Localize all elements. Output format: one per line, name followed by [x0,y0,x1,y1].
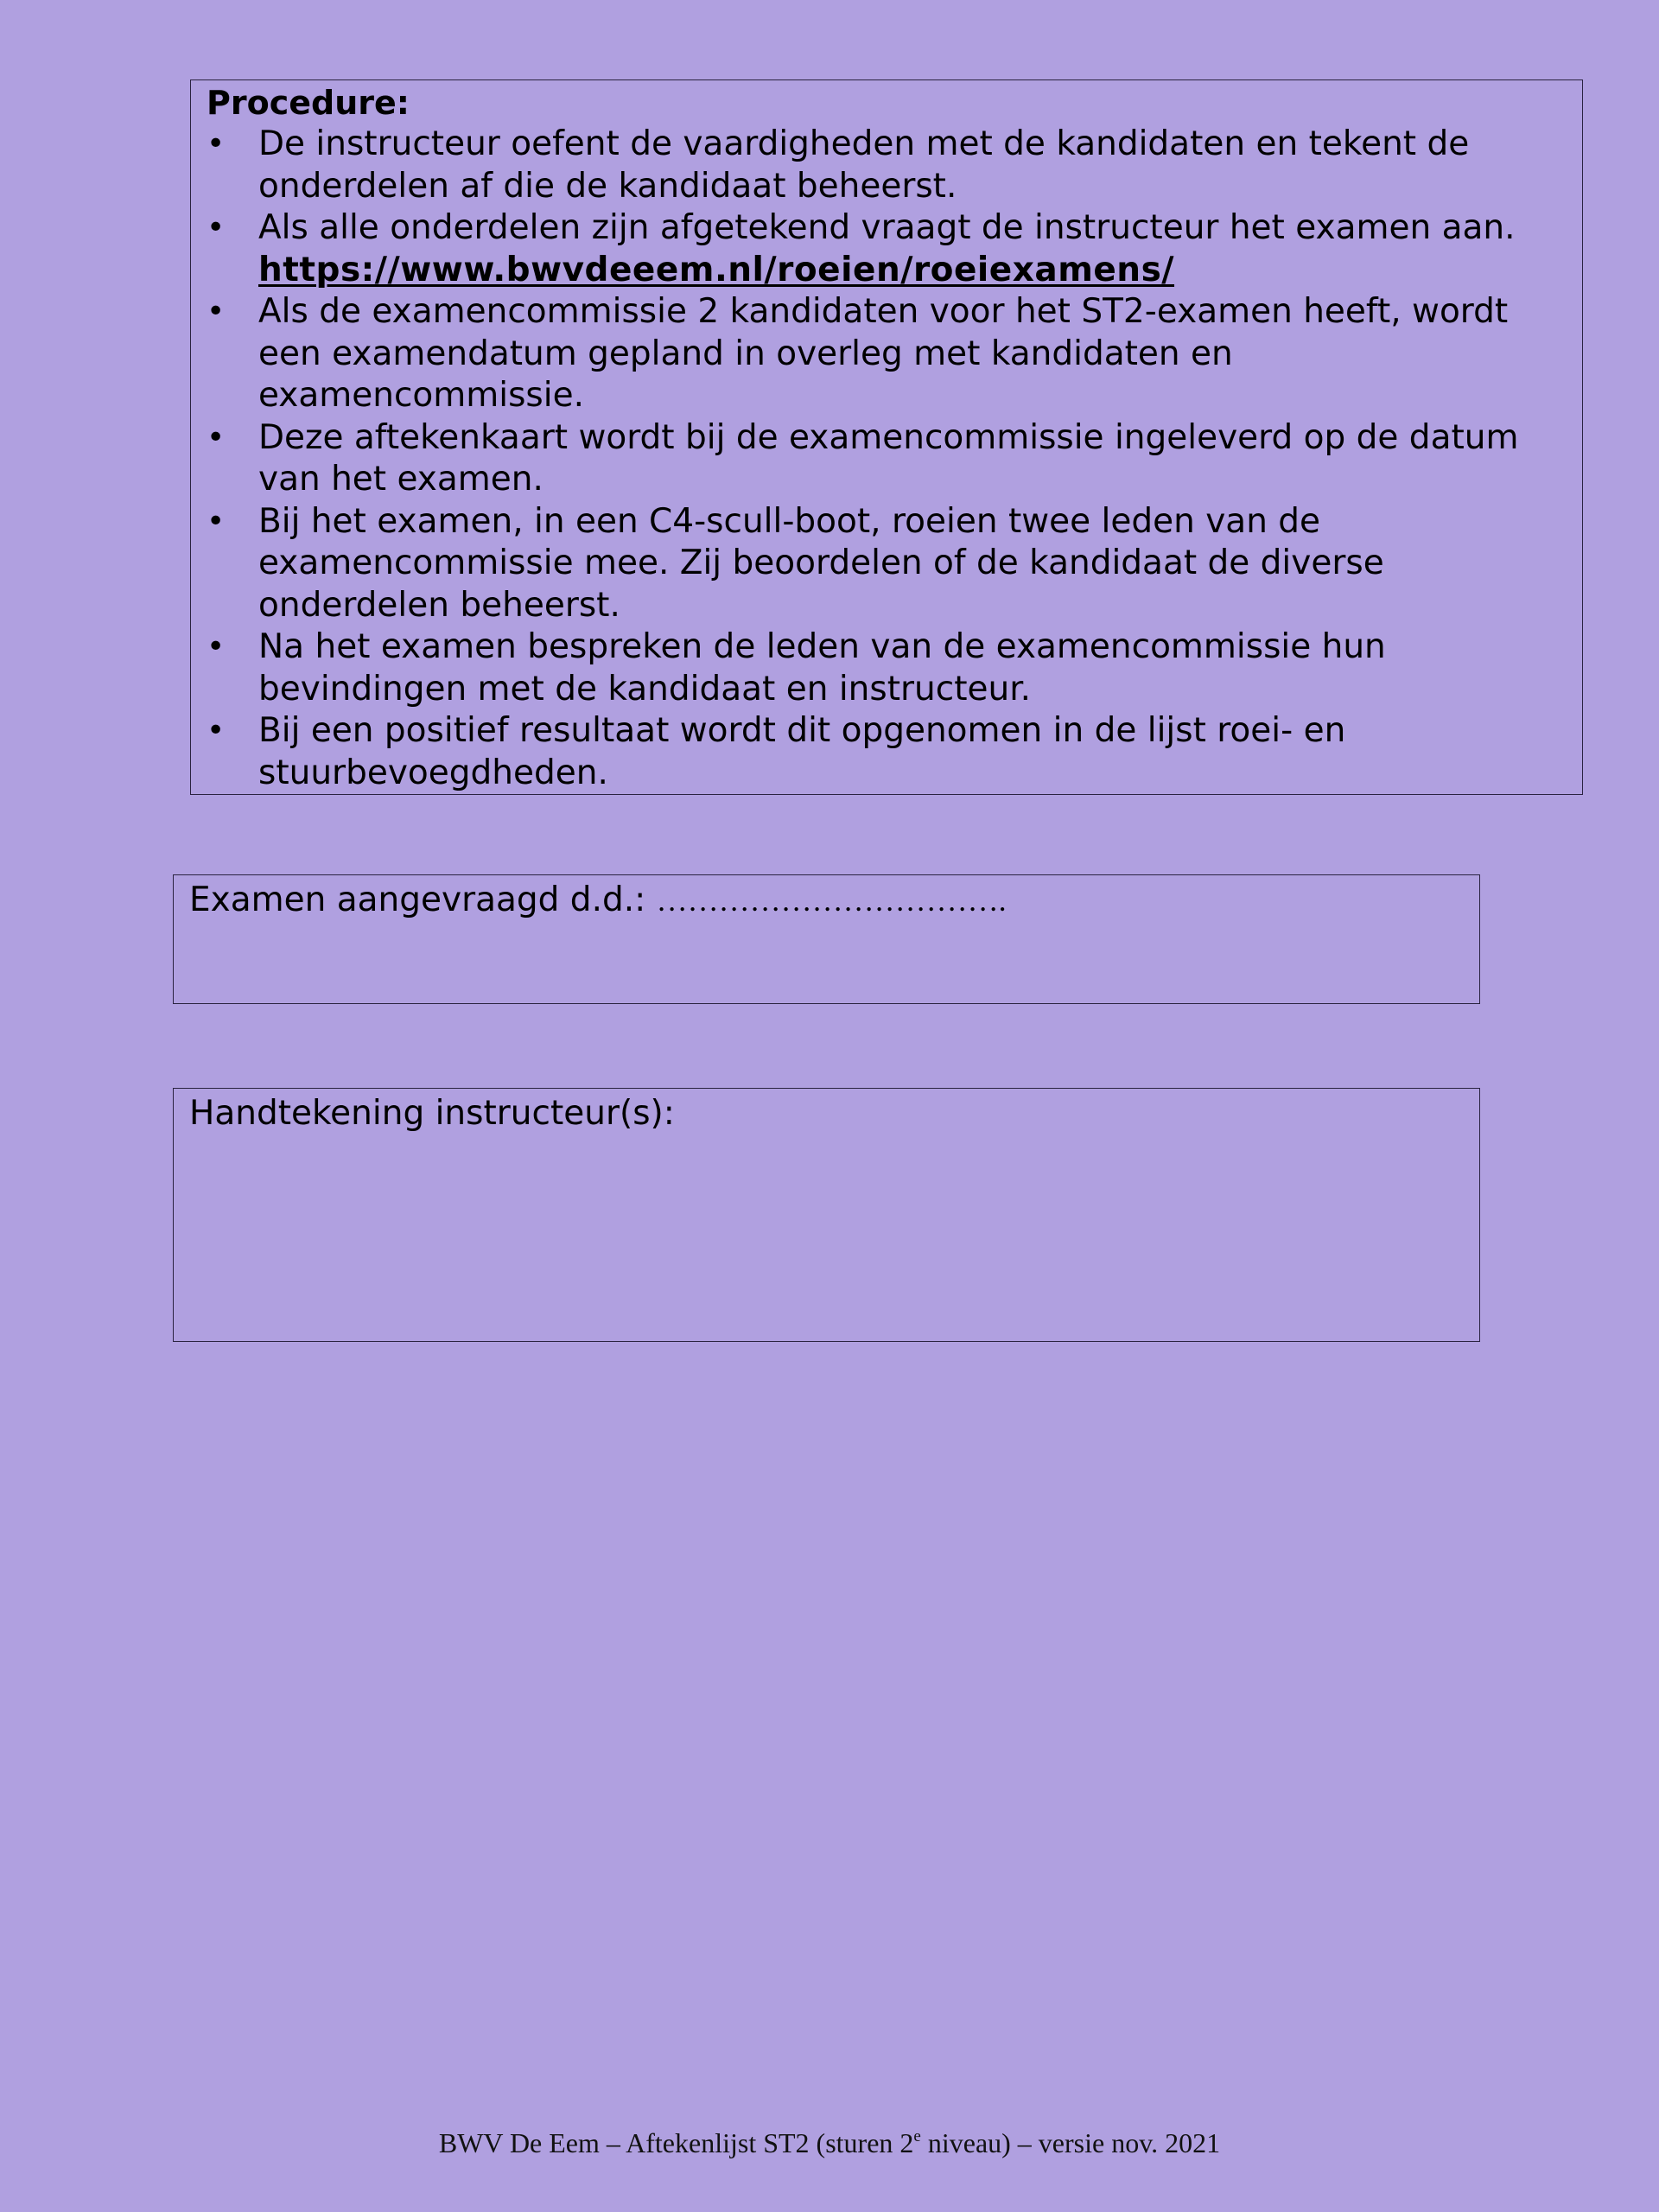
bullet-icon: • [207,294,226,329]
procedure-list [207,124,1567,794]
footer-text-start: BWV De Eem – Aftekenlijst ST2 (sturen 2 [438,2127,914,2158]
exam-request-label [189,879,1464,922]
list-item [207,291,1567,417]
list-item [207,207,1567,291]
bullet-icon: • [207,210,226,245]
list-item [207,626,1567,710]
procedure-box [190,79,1583,795]
list-item-text: Na het examen bespreken de leden van de examencommissie hun bevindingen met de kandidaat en instructeur. [258,627,1386,709]
bullet-icon: • [207,629,226,664]
signature-label: Handtekening instructeur(s): [189,1094,675,1133]
procedure-title: Procedure: [207,84,410,122]
exam-request-link[interactable]: https://www.bwvdeeem.nl/roeien/roeiexamens/ [258,250,1175,289]
bullet-icon: • [207,419,226,455]
exam-request-field[interactable] [173,874,1480,1004]
list-item-text: Bij het examen, in een C4-scull-boot, roeien twee leden van de examencommissie mee. Zij beoordelen of de kandidaat de diverse onderdelen beheerst. [258,501,1384,625]
page-footer [0,2127,1659,2159]
list-item [207,710,1567,794]
list-item-text: Als de examencommissie 2 kandidaten voor het ST2-examen heeft, wordt een examendatum gepland in overleg met kandidaten en examencommissie. [258,292,1509,415]
footer-text-end: niveau) – versie nov. 2021 [920,2127,1221,2158]
list-item [207,417,1567,501]
list-item [207,501,1567,627]
list-item-text: Bij een positief resultaat wordt dit opgenomen in de lijst roei- en stuurbevoegdheden. [258,711,1346,792]
exam-request-label-text: Examen aangevraagd d.d.: [189,880,657,919]
list-item-text: De instructeur oefent de vaardigheden met de kandidaten en tekent de onderdelen af die de kandidaat beheerst. [258,124,1470,206]
footer-superscript: e [913,2127,921,2145]
list-item-text: Deze aftekenkaart wordt bij de examencommissie ingeleverd op de datum van het examen. [258,417,1519,499]
bullet-icon: • [207,713,226,748]
date-placeholder-dots: ……………………………. [656,883,1007,918]
list-item-text: Als alle onderdelen zijn afgetekend vraagt de instructeur het examen aan. [258,208,1516,247]
signature-field[interactable] [173,1088,1480,1342]
bullet-icon: • [207,503,226,539]
bullet-icon: • [207,126,226,162]
list-item [207,124,1567,207]
